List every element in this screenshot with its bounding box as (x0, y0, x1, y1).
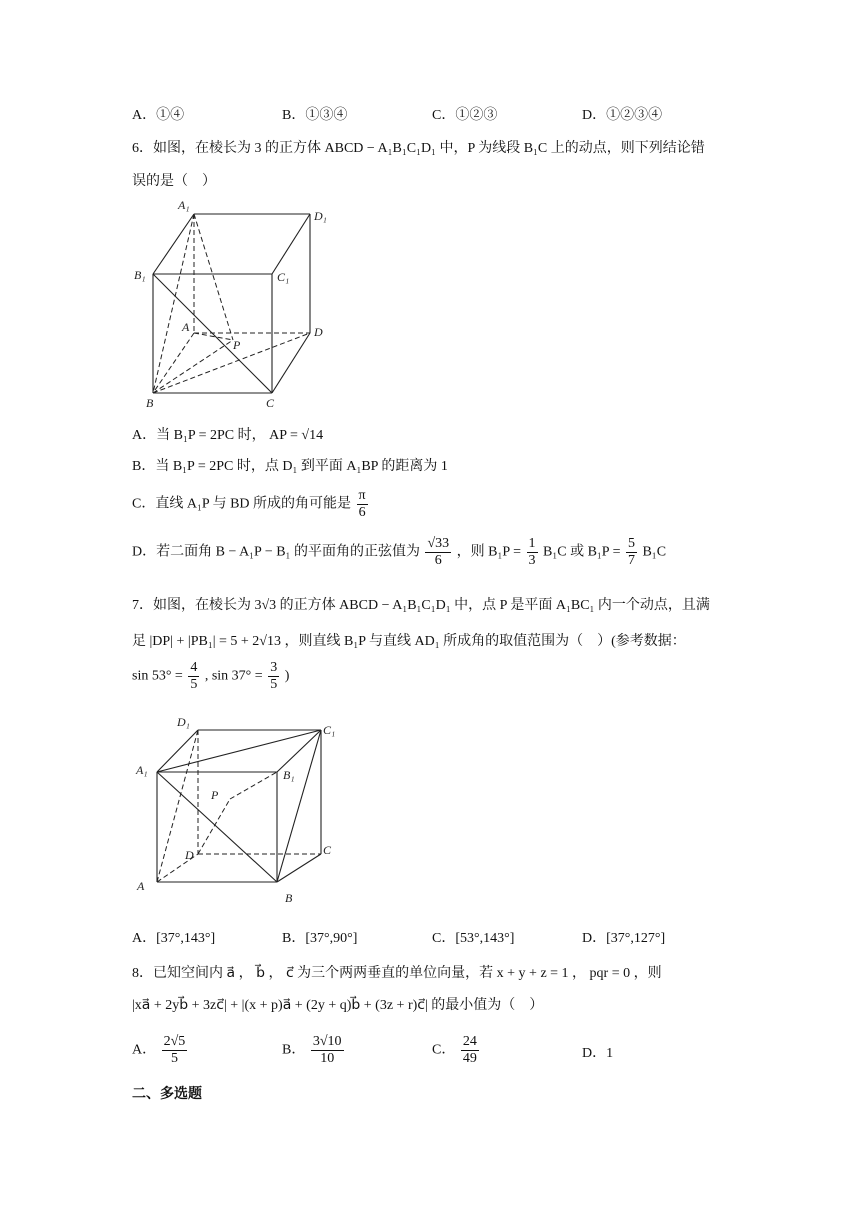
q7-stem-line3 (132, 660, 289, 693)
q6-option-c (132, 488, 370, 521)
q6-option-d-ratio2: $\frac{5}{7}$ (627, 536, 635, 568)
q8-option-b (282, 1034, 346, 1067)
q6-label-c1: C₁ (277, 270, 290, 284)
q6-label-a1: A₁ (178, 198, 190, 212)
q6-stem-line2: 误的是（ ） (132, 174, 216, 189)
q8-option-c-label: C． (432, 1042, 456, 1058)
q7-stem-line1: 7．如图，在棱长为 3√3 的正方体 ABCD − A₁B₁C₁D₁ 中，点 P 是平面 A₁BC₁ 内一个动点，且满 (132, 598, 710, 613)
q6-label-d: D (314, 325, 323, 339)
q6-option-d-ratio1: $\frac{1}{3}$ (528, 536, 536, 568)
option-c-prev: C．①②③ (432, 108, 498, 123)
q7-sin53: sin 53° = (132, 668, 183, 684)
q7-label-p: P (211, 788, 219, 802)
q6-option-c-text: C．直线 A₁P 与 BD 所成的角可能是 (132, 496, 352, 512)
q7-cube-figure (132, 712, 352, 908)
q6-cube-figure (132, 196, 332, 412)
q7-sin37: , sin 37° = (204, 668, 263, 684)
q7-label-c: C (323, 843, 332, 857)
q7-label-c1: C₁ (323, 723, 336, 737)
q7-sin37-fraction: $\frac{3}{5}$ (270, 660, 278, 692)
q7-label-a: A (137, 879, 145, 893)
q6-label-d1: D₁ (314, 209, 327, 223)
q6-option-d-text: D．若二面角 B − A₁P − B₁ 的平面角的正弦值为 (132, 544, 420, 560)
q8-option-a-fraction: $\frac{2√5}{5}$ (163, 1034, 186, 1066)
q6-label-b1: B₁ (134, 268, 146, 282)
q7-label-d1: D₁ (177, 715, 190, 729)
q6-option-d-vec2: B₁C (642, 544, 667, 560)
q7-option-d: D．[37°,127°] (582, 931, 666, 946)
option-b-prev: B．①③④ (282, 108, 348, 123)
q6-option-c-fraction: $\frac{\pi}{6}$ (358, 488, 366, 520)
q7-stem-line2: 足 |DP| + |PB₁| = 5 + 2√13 ，则直线 B₁P 与直线 AD₁ 所成角的取值范围为（ ）(参考数据： (132, 634, 686, 649)
option-a-prev: A．①④ (132, 108, 185, 123)
q8-option-b-fraction: $\frac{3√10}{10}$ (312, 1034, 342, 1066)
q8-option-c-fraction: $\frac{24}{49}$ (462, 1034, 477, 1066)
q8-option-a-label: A． (132, 1042, 157, 1058)
q7-paren-close: ) (284, 668, 290, 684)
q6-option-d-mid: ，则 B₁P = (456, 544, 522, 560)
q8-option-a (132, 1034, 189, 1067)
q7-label-b: B (285, 891, 293, 905)
q7-option-b: B．[37°,90°] (282, 931, 358, 946)
q6-option-d-vec1: B₁C 或 B₁P = (543, 544, 621, 560)
q6-option-d (132, 536, 666, 569)
q7-label-b1: B₁ (283, 768, 295, 782)
option-d-prev: D．①②③④ (582, 108, 663, 123)
q8-stem-line1: 8．已知空间内 a⃗ ， b⃗ ， c⃗ 为三个两两垂直的单位向量，若 x + y + z = 1 ， pqr = 0 ，则 (132, 966, 662, 981)
q7-label-d: D (185, 848, 194, 862)
q8-option-b-label: B． (282, 1042, 306, 1058)
q6-label-a: A (182, 320, 190, 334)
q6-option-b: B．当 B₁P = 2PC 时，点 D₁ 到平面 A₁BP 的距离为 1 (132, 459, 448, 474)
q6-label-b: B (146, 396, 154, 410)
q7-option-c: C．[53°,143°] (432, 931, 515, 946)
q6-stem-line1: 6．如图，在棱长为 3 的正方体 ABCD − A₁B₁C₁D₁ 中，P 为线段 B₁C 上的动点，则下列结论错 (132, 141, 705, 156)
section-title: 二、多选题 (132, 1087, 202, 1102)
q7-sin53-fraction: $\frac{4}{5}$ (190, 660, 198, 692)
q6-option-d-sine-fraction: $\frac{√33}{6}$ (427, 536, 450, 568)
q8-stem-line2: |xa⃗ + 2yb⃗ + 3zc⃗| + |(x + p)a⃗ + (2y + q)b⃗ + (3z + r)c⃗| 的最小值为（ ） (132, 998, 544, 1013)
q8-option-c (432, 1034, 481, 1067)
q8-option-d: D．1 (582, 1046, 614, 1061)
q6-option-a: A．当 B₁P = 2PC 时， AP = √14 (132, 428, 324, 443)
q7-label-a1: A₁ (136, 763, 148, 777)
q6-label-p: P (233, 338, 241, 352)
q6-label-c: C (266, 396, 275, 410)
q7-option-a: A．[37°,143°] (132, 931, 216, 946)
